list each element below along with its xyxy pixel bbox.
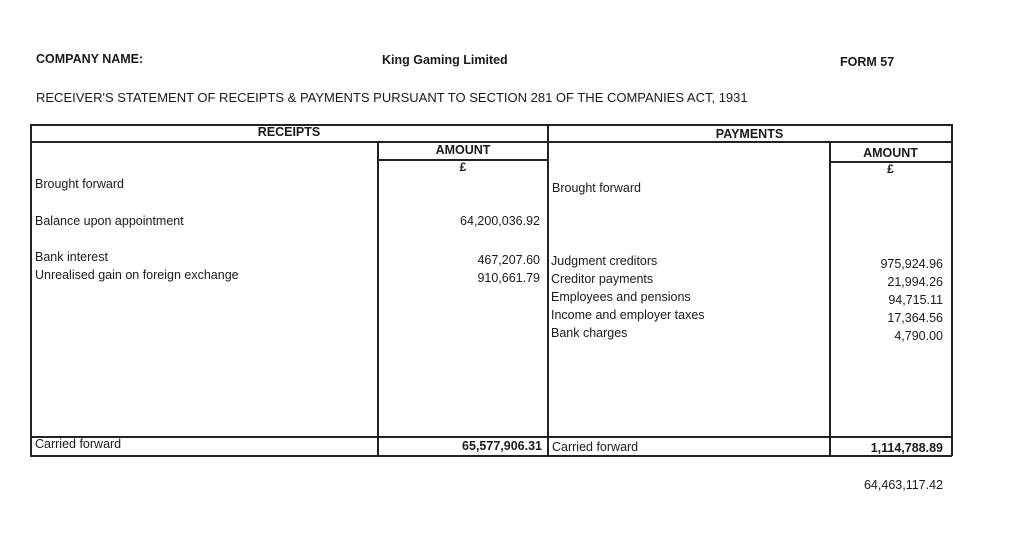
payment-label: Income and employer taxes bbox=[551, 308, 705, 322]
payment-amount: 4,790.00 bbox=[894, 329, 943, 343]
company-name: King Gaming Limited bbox=[382, 53, 508, 67]
payment-amount: 94,715.11 bbox=[888, 293, 943, 307]
payment-label: Creditor payments bbox=[551, 272, 654, 286]
form-number: FORM 57 bbox=[840, 55, 895, 69]
payment-label: Bank charges bbox=[551, 326, 628, 340]
receipts-currency: £ bbox=[459, 160, 467, 174]
company-name-label: COMPANY NAME: bbox=[36, 52, 144, 66]
balance-amount: 64,463,117.42 bbox=[863, 478, 943, 492]
receipts-carried-forward-label: Carried forward bbox=[35, 437, 122, 451]
receipt-label: Unrealised gain on foreign exchange bbox=[35, 268, 239, 282]
payments-amount-heading: AMOUNT bbox=[863, 146, 918, 160]
receipt-amount: 910,661.79 bbox=[477, 271, 540, 285]
payments-brought-forward: Brought forward bbox=[552, 181, 641, 195]
receipt-label: Balance upon appointment bbox=[35, 214, 184, 228]
payments-currency: £ bbox=[887, 162, 894, 176]
statement-title: RECEIVER'S STATEMENT OF RECEIPTS & PAYMENTS PURSUANT TO SECTION 281 OF THE COMPANIES ACT, 1931 bbox=[36, 90, 748, 105]
payments-heading: PAYMENTS bbox=[715, 127, 784, 141]
receipts-brought-forward: Brought forward bbox=[35, 177, 124, 191]
payment-amount: 17,364.56 bbox=[887, 311, 943, 325]
receipt-amount: 467,207.60 bbox=[477, 253, 540, 267]
receipts-carried-forward-amount: 65,577,906.31 bbox=[462, 439, 542, 453]
payment-label: Employees and pensions bbox=[551, 290, 691, 304]
payment-amount: 21,994.26 bbox=[887, 275, 943, 289]
receipts-heading: RECEIPTS bbox=[257, 125, 321, 139]
receipt-amount: 64,200,036.92 bbox=[460, 214, 540, 228]
receipt-label: Bank interest bbox=[35, 250, 108, 264]
payments-carried-forward-label: Carried forward bbox=[552, 440, 639, 454]
payment-amount: 975,924.96 bbox=[880, 257, 943, 271]
payment-label: Judgment creditors bbox=[551, 254, 658, 268]
payments-carried-forward-amount: 1,114,788.89 bbox=[870, 441, 943, 455]
receipts-amount-heading: AMOUNT bbox=[435, 143, 491, 157]
